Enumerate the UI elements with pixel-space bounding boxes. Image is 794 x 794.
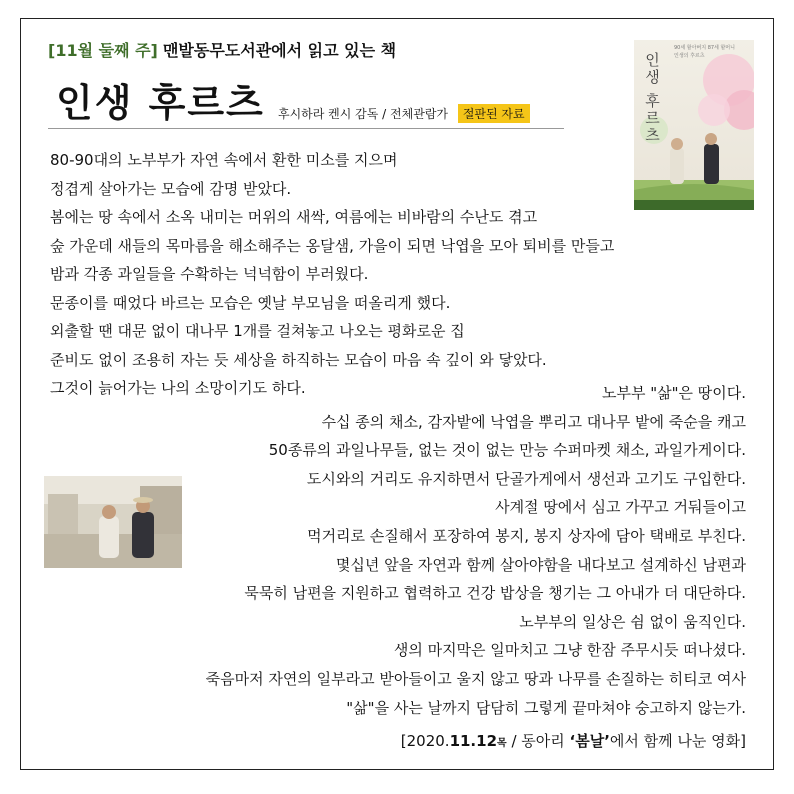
right-line: 50종류의 과일나무들, 없는 것이 없는 만능 수퍼마켓 채소, 과일가게이다. [268, 441, 746, 460]
photo-image [44, 476, 182, 568]
week-tag: [11월 둘째 주] [48, 41, 158, 60]
left-line: 외출할 땐 대문 없이 대나무 1개를 걸쳐놓고 나오는 평화로운 집 [50, 322, 465, 340]
left-line: 80-90대의 노부부가 자연 속에서 환한 미소를 지으며 [50, 151, 398, 169]
left-paragraph [50, 146, 614, 403]
footer-middle: / 동아리 [506, 732, 570, 750]
right-line: 사계절 땅에서 심고 가꾸고 거둬들이고 [495, 498, 746, 517]
left-line: 그것이 늙어가는 나의 소망이기도 하다. [50, 379, 306, 397]
right-line: 노부부의 일상은 쉼 없이 움직인다. [519, 612, 746, 631]
right-paragraph [206, 379, 746, 722]
poster-title: 인생 후르츠 [643, 52, 661, 144]
left-line: 밤과 각종 과일들을 수확하는 넉넉함이 부러웠다. [50, 265, 369, 283]
movie-poster [634, 40, 754, 210]
footer-end: 에서 함께 나눈 영화] [609, 732, 746, 750]
film-meta [278, 104, 530, 123]
right-line: "삶"을 사는 날까지 담담히 그렇게 끝마쳐야 숭고하지 않는가. [346, 698, 746, 717]
out-of-print-badge: 절판된 자료 [458, 104, 530, 123]
right-line: 묵묵히 남편을 지원하고 협력하고 건강 밥상을 챙기는 그 아내가 더 대단하다. [244, 584, 746, 603]
library-line: 맨발동무도서관에서 읽고 있는 책 [162, 41, 397, 60]
title-divider [48, 128, 564, 129]
left-line: 문종이를 때었다 바르는 모습은 옛날 부모님을 떠올리게 했다. [50, 293, 451, 312]
footer-club: ‘봄날’ [569, 732, 610, 750]
footer-day: 목 [497, 738, 507, 749]
right-line: 죽음마저 자연의 일부라고 받아들이고 울지 않고 땅과 나무를 손질하는 히티코 여사 [205, 669, 746, 688]
left-line: 숲 가운데 새들의 목마름을 해소해주는 옹달샘, 가을이 되면 낙엽을 모아 퇴비를 만들고 [50, 236, 615, 255]
right-line: 수십 종의 채소, 감자밭에 낙엽을 뿌리고 대나무 밭에 죽순을 캐고 [321, 412, 746, 431]
film-title: 인생 후르츠 [56, 81, 265, 125]
footer-date: 11.12 [449, 732, 498, 750]
couple-photo [44, 476, 182, 568]
poster-small-text-1: 90세 할아버지 87세 할머니 [674, 45, 735, 51]
left-line: 봄에는 땅 속에서 소옥 내미는 머위의 새싹, 여름에는 비바람의 수난도 겪고 [50, 208, 538, 226]
right-line: 생의 마지막은 일마치고 그냥 한잠 주무시듯 떠나셨다. [393, 641, 746, 660]
right-line: 도시와의 거리도 유지하면서 단골가게에서 생선과 고기도 구입한다. [306, 469, 746, 488]
left-line: 정겹게 살아가는 모습에 감명 받았다. [50, 179, 292, 198]
right-line: 먹거리로 손질해서 포장하여 봉지, 봉지 상자에 담아 택배로 부친다. [307, 526, 746, 545]
right-line: 노부부 "삶"은 땅이다. [601, 384, 746, 402]
footer-open: [2020. [400, 732, 450, 750]
left-line: 준비도 없이 조용히 자는 듯 세상을 하직하는 모습이 마음 속 깊이 와 닿았다. [50, 350, 547, 369]
right-line: 몇십년 앞을 자연과 함께 살아야함을 내다보고 설계하신 남편과 [335, 555, 746, 574]
film-director-rating: 후시하라 켄시 감독 / 전체관람가 [278, 107, 448, 121]
footer-note [401, 730, 746, 751]
poster-small-text-2: 인생의 후르츠 [674, 53, 705, 59]
header-line [48, 38, 396, 61]
